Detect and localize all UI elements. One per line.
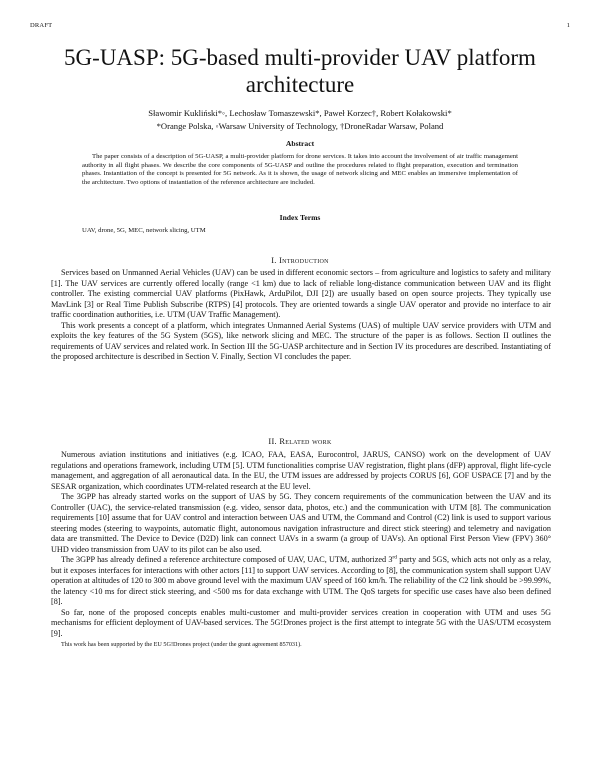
section-heading-introduction: I. Introduction xyxy=(271,256,329,265)
paragraph: The 3GPP has already started works on the support of UAS by 5G. They concern requirements of the communication between the UAV and its Controller (UAC), the service-related transmission (e.g. video, sensor data, photos, etc.) and the communication with UTM [8]. The communication requirements [10] assume that for UAV control and interaction between UAS and UTM, the Command and Control (C2) link is used to support various steering modes (steering to waypoints, automatic flight, autonomous navigation infrastructure and direct stick steering) and telemetry and navigation data are transmitted. The Device to Device (D2D) link can connect UAVs in a swarm (a group of UAVs). An optional First Person View (FPV) 360° UHD video transmission from UAV to its pilot can be also used. xyxy=(51,492,551,554)
superscript: rd xyxy=(392,554,398,561)
section-introduction-body xyxy=(51,268,551,363)
abstract-heading: Abstract xyxy=(285,139,315,148)
paragraph: Numerous aviation institutions and initiatives (e.g. ICAO, FAA, EASA, Eurocontrol, JARUS, CANSO) work on the development of UAV regulations and operations framework, including UTM [5]. UTM functionalities comprise UAV registration, flight plans (dFP) approval, flight life-cycle management, and aggregation of all aeronautical data. In the EU, the UTM issues are addressed by projects CORUS [6], GOF USPACE [7] and by the SESAR organization, which coordinates UTM-related research at the EU level. xyxy=(51,450,551,491)
paragraph: This work presents a concept of a platform, which integrates Unmanned Aerial Systems (UAS) of multiple UAV service providers with UTM and exploits the key features of the 5G System (5GS), like network slicing and MEC. The structure of the paper is as follows. Section II outlines the requirements of UAV services and related work. In Section III the 5G-UASP architecture and in Section IV its procedures are described. Instantiating of the proposed architecture is described in Section V. Finally, Section VI concludes the paper. xyxy=(51,320,551,361)
page-number: 1 xyxy=(566,22,570,29)
paragraph: Services based on Unmanned Aerial Vehicles (UAV) can be used in different economic sectors – from agriculture and logistics to safety and military [1]. The UAV services are currently offered locally (range <1 km) due to lack of reliable long-distance communication between UAV and its flight controller. The existing commercial UAV platforms (PixHawk, ArduPilot, DJI [2]) are usually based on open source projects. They typically use MavLink [3] or Real Time Publish Subscribe (RTPS) [4] protocols. They are oriented towards a single UAV operator and provide no interface to air traffic coordination authorities, i.e. UTM (UAV Traffic Management). xyxy=(51,268,551,319)
author-list: Sławomir Kukliński*◦, Lechosław Tomaszewski*, Paweł Korzec†, Robert Kołakowski* xyxy=(148,108,452,118)
section-related-work-body xyxy=(51,450,551,639)
paragraph-text: party and 5GS, which acts not only as a relay, but it exposes interfaces for interactions with other actors [11] to support UAV services. According to [8], the communication system shall support UAV operation at altitudes of 120 to 300 m above ground level with the maximum UAV speed of 160 km/h. The reliability of the C2 link should be >99.99%, the latency <10 ms for direct stick steering, and <500 ms for data exchange with UTM. The QoS targets for specific use cases have also been defined [8]. xyxy=(51,555,551,606)
index-terms-text: UAV, drone, 5G, MEC, network slicing, UTM xyxy=(82,227,206,234)
paper-title: 5G-UASP: 5G-based multi-provider UAV platform architecture xyxy=(64,45,536,97)
section-heading-related-work: II. Related work xyxy=(268,437,332,446)
paragraph xyxy=(51,555,551,608)
affiliations: *Orange Polska, ◦Warsaw University of Technology, †DroneRadar Warsaw, Poland xyxy=(156,121,444,131)
paragraph-text: The 3GPP has already defined a reference architecture composed of UAV, UAC, UTM, authorized 3 xyxy=(61,555,393,564)
footnote: This work has been supported by the EU 5G!Drones project (under the grant agreement 857031). xyxy=(61,641,302,648)
index-terms-heading: Index Terms xyxy=(279,213,321,222)
abstract-text: The paper consists of a description of 5G-UASP, a multi-provider platform for drone services. It takes into account the involvement of air traffic management authority in all flight phases. We describe the core components of 5G-UASP and outline the procedures related to flight preparation, execution and termination phases. Instantiation of the concept is presented for 5G network. As it is shown, the usage of network slicing and MEC enables an immersive implementation of the architecture. Two options of instantiation of the reference architecture are included. xyxy=(82,153,518,187)
draft-label: DRAFT xyxy=(30,22,53,29)
paragraph: So far, none of the proposed concepts enables multi-customer and multi-provider services creation in cooperation with UTM and uses 5G mechanisms for efficient deployment of UAV-based services. The 5G!Drones project is the first attempt to integrate 5G with the UAS/UTM ecosystem [9]. xyxy=(51,607,551,638)
